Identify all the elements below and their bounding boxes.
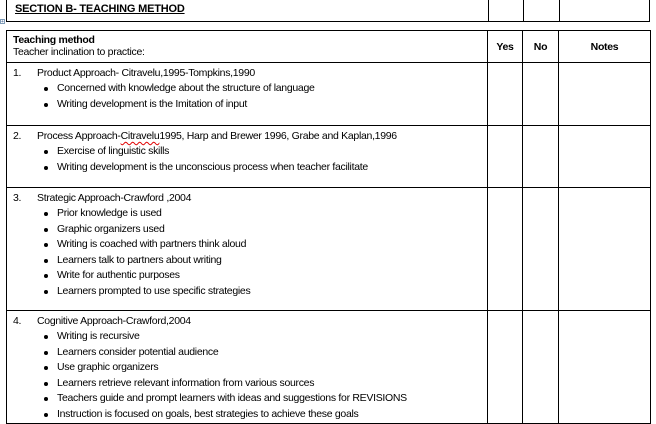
column-divider [488, 0, 489, 21]
bullet-list [13, 81, 487, 112]
approach-title: Product Approach- Citravelu,1995-Tompkins,1990 [37, 67, 255, 79]
list-item: Writing development is the Imitation of input [43, 97, 487, 113]
list-item: Concerned with knowledge about the structure of language [43, 81, 487, 97]
spelling-error-mark: Citravelu [120, 130, 160, 142]
previous-table-row [6, 0, 650, 22]
list-item: Instruction is focused on goals, best strategies to achieve these goals [43, 407, 487, 423]
notes-cell[interactable] [559, 188, 651, 311]
header-notes[interactable]: Notes [559, 31, 651, 63]
table-header-row [7, 31, 651, 63]
column-divider [523, 0, 524, 21]
list-item: Writing is recursive [43, 329, 487, 345]
list-item: Write for authentic purposes [43, 268, 487, 284]
column-divider [559, 0, 560, 21]
list-item: Use graphic organizers [43, 360, 487, 376]
approach-cell[interactable] [7, 126, 488, 188]
list-item: Learners talk to partners about writing [43, 253, 487, 269]
no-cell[interactable] [523, 63, 559, 126]
table-move-handle-icon[interactable]: + [1, 19, 4, 25]
notes-cell[interactable] [559, 63, 651, 126]
yes-cell[interactable] [488, 126, 523, 188]
approach-number: 4. [13, 315, 22, 327]
header-method-cell[interactable] [7, 31, 488, 63]
no-cell[interactable] [523, 311, 559, 424]
approach-number: 1. [13, 67, 22, 79]
list-item: Graphic organizers used [43, 222, 487, 238]
approach-title: Strategic Approach-Crawford ,2004 [37, 192, 192, 204]
no-cell[interactable] [523, 126, 559, 188]
approach-cell[interactable] [7, 188, 488, 311]
yes-cell[interactable] [488, 188, 523, 311]
table-row [7, 311, 651, 424]
table-row [7, 63, 651, 126]
approach-number: 2. [13, 130, 22, 142]
header-no[interactable]: No [523, 31, 559, 63]
bullet-list [13, 144, 487, 175]
list-item: Learners prompted to use specific strategies [43, 284, 487, 300]
list-item: Prior knowledge is used [43, 206, 487, 222]
bullet-list [13, 329, 487, 422]
notes-cell[interactable] [559, 311, 651, 424]
approach-number: 3. [13, 192, 22, 204]
list-item: Writing development is the unconscious process when teacher facilitate [43, 160, 487, 176]
header-subtitle: Teacher inclination to practice: [13, 46, 145, 58]
table-row [7, 126, 651, 188]
list-item: Writing is coached with partners think aloud [43, 237, 487, 253]
list-item: Teachers guide and prompt learners with ideas and suggestions for REVISIONS [43, 391, 487, 407]
approach-cell[interactable] [7, 63, 488, 126]
header-yes[interactable]: Yes [488, 31, 523, 63]
yes-cell[interactable] [488, 63, 523, 126]
approach-title: Process Approach-Citravelu1995, Harp and Brewer 1996, Grabe and Kaplan,1996 [37, 130, 397, 142]
list-item: Learners consider potential audience [43, 345, 487, 361]
teaching-method-table [6, 30, 651, 424]
yes-cell[interactable] [488, 311, 523, 424]
approach-title: Cognitive Approach-Crawford,2004 [37, 315, 191, 327]
list-item: Learners retrieve relevant information from various sources [43, 376, 487, 392]
header-title: Teaching method [13, 34, 95, 46]
approach-cell[interactable] [7, 311, 488, 424]
bullet-list [13, 206, 487, 299]
section-title: SECTION B- TEACHING METHOD [15, 3, 185, 15]
notes-cell[interactable] [559, 126, 651, 188]
table-row [7, 188, 651, 311]
list-item: Exercise of linguistic skills [43, 144, 487, 160]
no-cell[interactable] [523, 188, 559, 311]
